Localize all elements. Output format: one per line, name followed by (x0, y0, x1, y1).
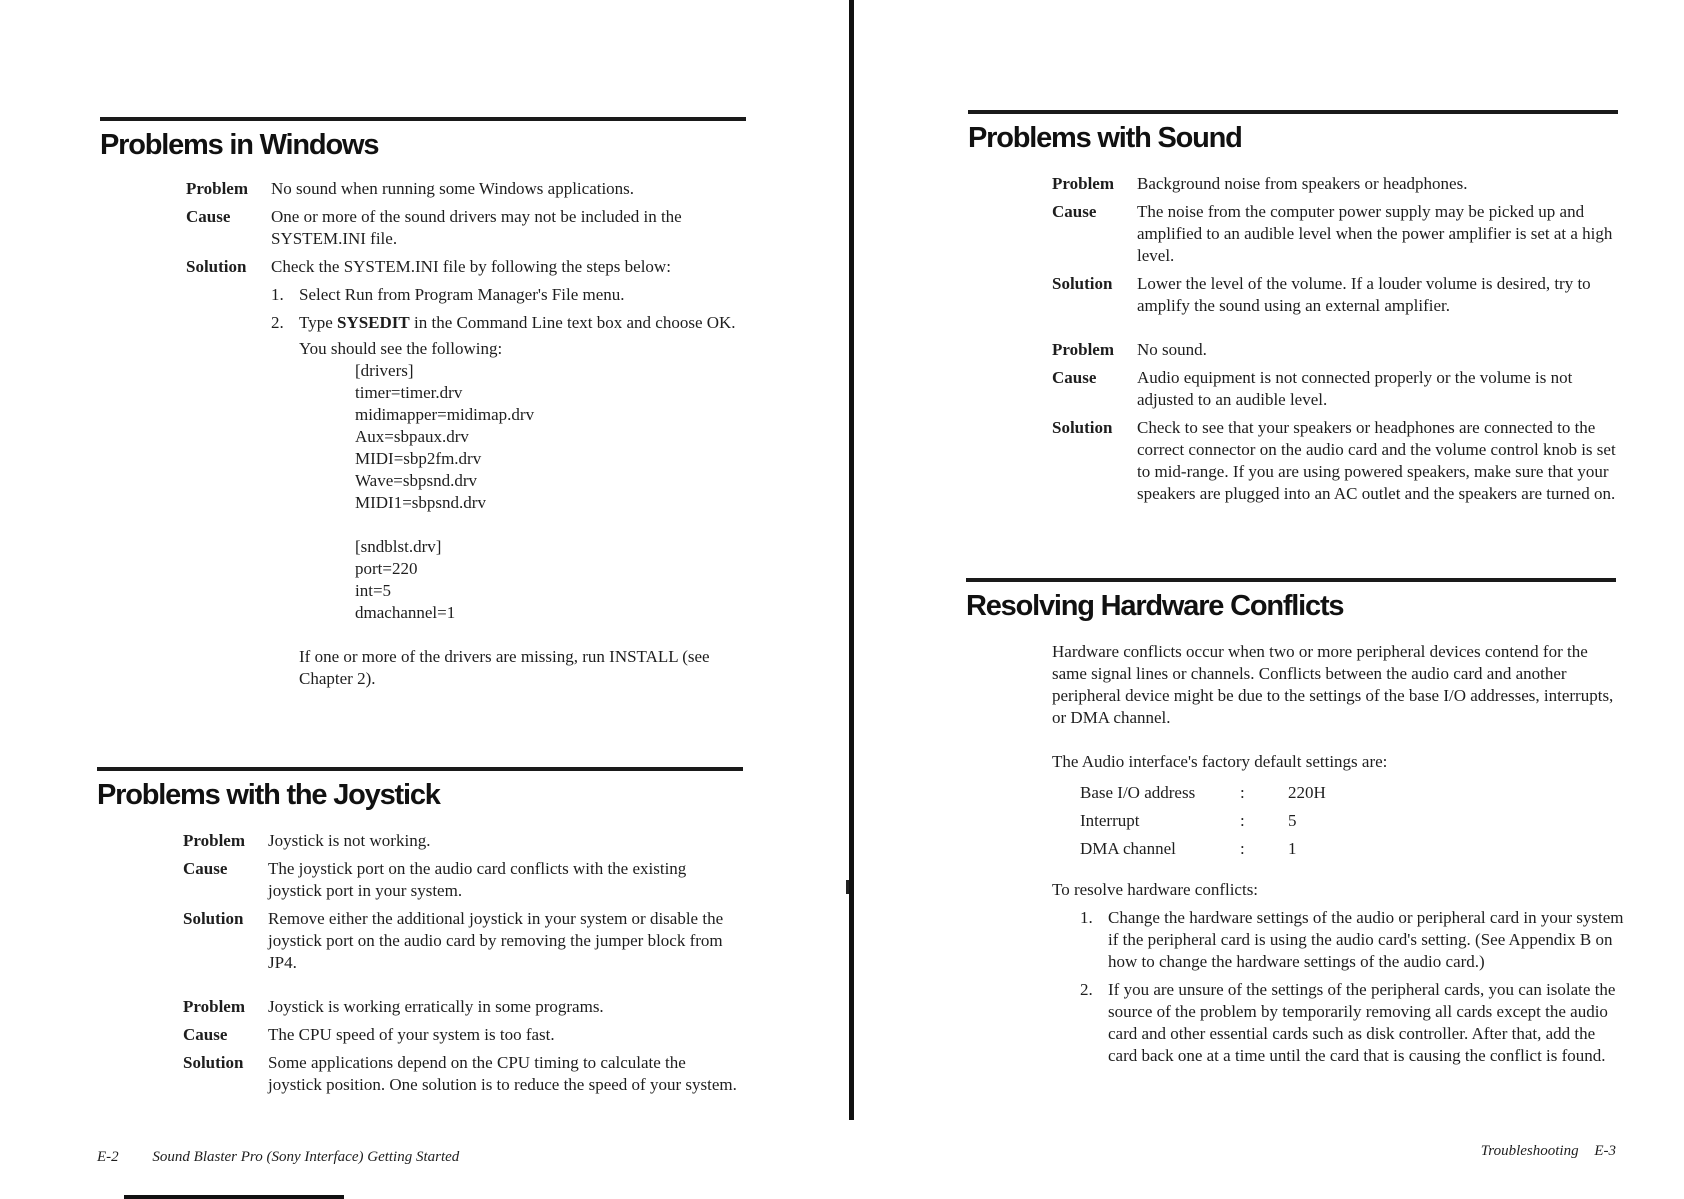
section-heading: Problems in Windows (100, 129, 379, 161)
steps-list (271, 284, 746, 334)
left-page (0, 0, 848, 1190)
setting-value: 1 (1288, 839, 1297, 858)
solution-row (1052, 417, 1618, 505)
problem-label: Problem (186, 179, 249, 198)
solution-row (1052, 273, 1618, 317)
page-number: E-3 (1594, 1143, 1616, 1159)
section-name: Troubleshooting (1480, 1143, 1579, 1159)
code-line: Wave=sbpsnd.drv (355, 471, 478, 490)
problem-row (1052, 173, 1618, 195)
step-text (299, 312, 736, 334)
book-spine (849, 0, 854, 1120)
problem-label: Problem (1052, 340, 1115, 359)
solution-label: Solution (1052, 274, 1113, 293)
ini-listing (355, 360, 746, 624)
code-line: midimapper=midimap.drv (355, 405, 535, 424)
problem-row (183, 996, 743, 1018)
problem-text: Background noise from speakers or headphones. (1137, 174, 1468, 193)
sound-problem-block (1052, 173, 1618, 505)
defaults-intro: The Audio interface's factory default settings are: (1052, 752, 1388, 771)
problem-label: Problem (1052, 174, 1115, 193)
solution-text: Check to see that your speakers or headphones are connected to the correct connector on the audio card and the volume control knob is set to mid-range. If you are using powered speakers, make sure that your speakers are plugged into an AC outlet and the speakers are turned on. (1137, 418, 1616, 503)
right-footer (1456, 1143, 1616, 1160)
section-heading: Problems with Sound (968, 122, 1242, 154)
list-item (1080, 907, 1624, 973)
solution-row (183, 908, 743, 974)
setting-row (1080, 779, 1624, 807)
problem-label: Problem (183, 997, 246, 1016)
code-line: [sndblst.drv] (355, 537, 442, 556)
list-item (1080, 979, 1624, 1067)
setting-row (1080, 835, 1624, 863)
see-following-text: You should see the following: (299, 339, 503, 358)
list-item (271, 284, 746, 306)
solution-row (183, 1052, 743, 1096)
setting-row (1080, 807, 1624, 835)
resolve-steps (1080, 907, 1624, 1067)
code-line: [drivers] (355, 361, 414, 380)
setting-value: 220H (1288, 783, 1326, 802)
solution-row (186, 256, 746, 690)
resolve-intro: To resolve hardware conflicts: (1052, 880, 1259, 899)
code-line: timer=timer.drv (355, 383, 463, 402)
solution-text: Check the SYSTEM.INI file by following the steps below: (271, 257, 671, 276)
section-heading: Problems with the Joystick (97, 779, 440, 811)
cause-label: Cause (186, 207, 231, 226)
page-number: E-2 (97, 1149, 119, 1165)
windows-problem-block (186, 178, 746, 690)
cause-text: The noise from the computer power supply may be picked up and amplified to an audible level when the power amplifier is set at a high level. (1137, 202, 1613, 265)
problem-group (1052, 339, 1618, 505)
step-number: 1. (271, 285, 284, 304)
step-number: 2. (1080, 980, 1093, 999)
cause-row (183, 858, 743, 902)
cause-label: Cause (183, 859, 228, 878)
hardware-section-header (966, 578, 1616, 626)
problem-label: Problem (183, 831, 246, 850)
problem-group (183, 996, 743, 1096)
code-line: MIDI=sbp2fm.drv (355, 449, 482, 468)
code-line: int=5 (355, 581, 392, 600)
setting-colon: : (1240, 811, 1245, 830)
section-rule (966, 578, 1616, 582)
hardware-body (1052, 641, 1624, 1067)
code-line: port=220 (355, 559, 418, 578)
step-text: Change the hardware settings of the audio or peripheral card in your system if the peripheral card is using the audio card's setting. (See Appendix B on how to change the hardware settings of the audio card.) (1108, 908, 1624, 971)
list-item (271, 312, 746, 334)
section-rule (97, 767, 743, 771)
section-rule (968, 110, 1618, 114)
windows-section-header (100, 117, 746, 165)
solution-text: Remove either the additional joystick in your system or disable the joystick port on the audio card by removing the jumper block from JP4. (268, 909, 724, 972)
cause-text: Audio equipment is not connected properly or the volume is not adjusted to an audible level. (1137, 368, 1573, 409)
code-line: Aux=sbpaux.drv (355, 427, 469, 446)
step-text: Select Run from Program Manager's File menu. (299, 285, 625, 304)
solution-text: Lower the level of the volume. If a louder volume is desired, try to amplify the sound using an external amplifier. (1137, 274, 1591, 315)
cause-row (183, 1024, 743, 1046)
right-page (856, 0, 1684, 1190)
problem-row (1052, 339, 1618, 361)
problem-text: Joystick is not working. (268, 831, 431, 850)
setting-name: Base I/O address (1080, 783, 1196, 802)
cause-row (1052, 367, 1618, 411)
code-line: dmachannel=1 (355, 603, 456, 622)
problem-group (183, 830, 743, 974)
step-text-before: Type (299, 313, 337, 332)
cause-row (186, 206, 746, 250)
problem-row (186, 178, 746, 200)
solution-content (271, 256, 746, 690)
step-text-after: in the Command Line text box and choose OK. (409, 313, 736, 332)
sound-section-header (968, 110, 1618, 158)
cause-label: Cause (183, 1025, 228, 1044)
cause-label: Cause (1052, 202, 1097, 221)
setting-value: 5 (1288, 811, 1297, 830)
cause-label: Cause (1052, 368, 1097, 387)
setting-colon: : (1240, 839, 1245, 858)
intro-paragraph: Hardware conflicts occur when two or more peripheral devices contend for the same signal lines or channels. Conflicts between the audio card and another peripheral device might be due to the settings of the base I/O addresses, interrupts, or DMA channel. (1052, 642, 1614, 727)
step-number: 2. (271, 313, 284, 332)
section-heading: Resolving Hardware Conflicts (966, 590, 1344, 622)
problem-text: No sound. (1137, 340, 1207, 359)
joystick-problem-block (183, 830, 743, 1096)
solution-label: Solution (183, 1053, 244, 1072)
left-footer (97, 1149, 459, 1166)
problem-text: No sound when running some Windows applications. (271, 179, 635, 198)
code-line: MIDI1=sbpsnd.drv (355, 493, 486, 512)
cause-text: One or more of the sound drivers may not be included in the SYSTEM.INI file. (271, 207, 682, 248)
solution-label: Solution (186, 257, 247, 276)
solution-label: Solution (1052, 418, 1113, 437)
cause-text: The CPU speed of your system is too fast. (268, 1025, 555, 1044)
code-gap (355, 514, 746, 536)
joystick-section-header (97, 767, 743, 815)
expected-output (299, 338, 746, 690)
bottom-bar (124, 1195, 344, 1199)
problem-group (1052, 173, 1618, 317)
problem-text: Joystick is working erratically in some programs. (268, 997, 604, 1016)
cause-text: The joystick port on the audio card conflicts with the existing joystick port in your system. (268, 859, 687, 900)
default-settings-table (1080, 779, 1624, 863)
solution-label: Solution (183, 909, 244, 928)
step-text: If you are unsure of the settings of the peripheral cards, you can isolate the source of the problem by temporarily removing all cards except the audio card and other essential cards such as disk controller. After that, add the card back one at a time until the card that is causing the conflict is found. (1108, 980, 1616, 1065)
setting-name: Interrupt (1080, 811, 1140, 830)
solution-text: Some applications depend on the CPU timing to calculate the joystick position. One solution is to reduce the speed of your system. (268, 1053, 737, 1094)
setting-name: DMA channel (1080, 839, 1176, 858)
step-number: 1. (1080, 908, 1093, 927)
section-rule (100, 117, 746, 121)
book-title: Sound Blaster Pro (Sony Interface) Getting Started (152, 1149, 460, 1165)
cause-row (1052, 201, 1618, 267)
command-name: SYSEDIT (337, 313, 410, 332)
missing-drivers-note: If one or more of the drivers are missing, run INSTALL (see Chapter 2). (299, 647, 710, 688)
problem-row (183, 830, 743, 852)
setting-colon: : (1240, 783, 1245, 802)
